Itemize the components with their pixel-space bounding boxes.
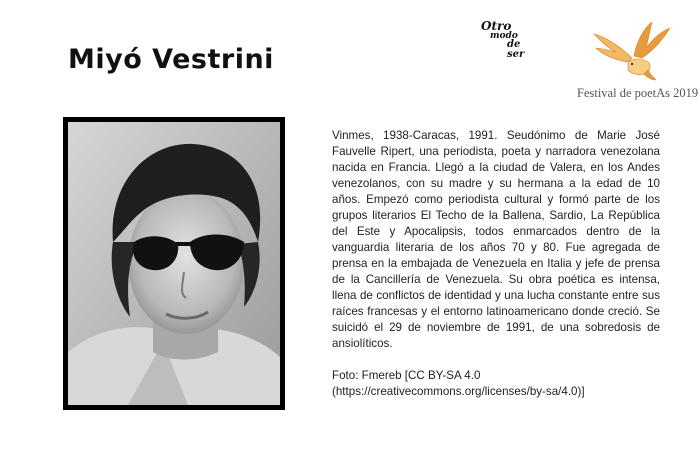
portrait-photo: [68, 122, 280, 405]
otro-modo-de-ser-logo: [481, 19, 533, 60]
logo-line-3: de ser: [507, 39, 525, 60]
portrait-frame: [63, 117, 285, 410]
photo-credit-line-2: (https://creativecommons.org/licenses/by-sa/4.0)]: [332, 385, 585, 398]
logo-line-1: Otro: [481, 19, 512, 33]
logo-line-2: modo: [490, 31, 518, 41]
photo-credit: [332, 368, 672, 400]
festival-label: Festival de poetAs 2019: [577, 86, 699, 100]
page-title: Miyó Vestrini: [68, 44, 274, 75]
bird-logo-icon: [590, 18, 682, 84]
photo-credit-line-1: Foto: Fmereb [CC BY-SA 4.0: [332, 369, 481, 382]
biography-text: Vinmes, 1938-Caracas, 1991. Seudónimo de Marie José Fauvelle Ripert, una periodista, poeta y narradora venezolana nacida en Francia. Llegó a la ciudad de Valera, en los Andes venezolanos, con su madre y su hermana a la edad de 10 años. Empezó como periodista cultural y formó parte de los grupos literarios El Techo de la Ballena, Sardio, La República del Este y Apocalipsis, todos enmarcados dentro de la vanguardia literaria de los años 70 y 80. Fue agregada de prensa en la embajada de Venezuela en Italia y jefe de prensa de la Cancillería de Venezuela. Su obra poética es intensa, llena de conflictos de identidad y una lucha constante entre sus raíces francesas y el entorno latinoamericano donde creció. Se suicidó el 29 de noviembre de 1991, de una sobredosis de ansiolíticos.: [332, 129, 660, 350]
